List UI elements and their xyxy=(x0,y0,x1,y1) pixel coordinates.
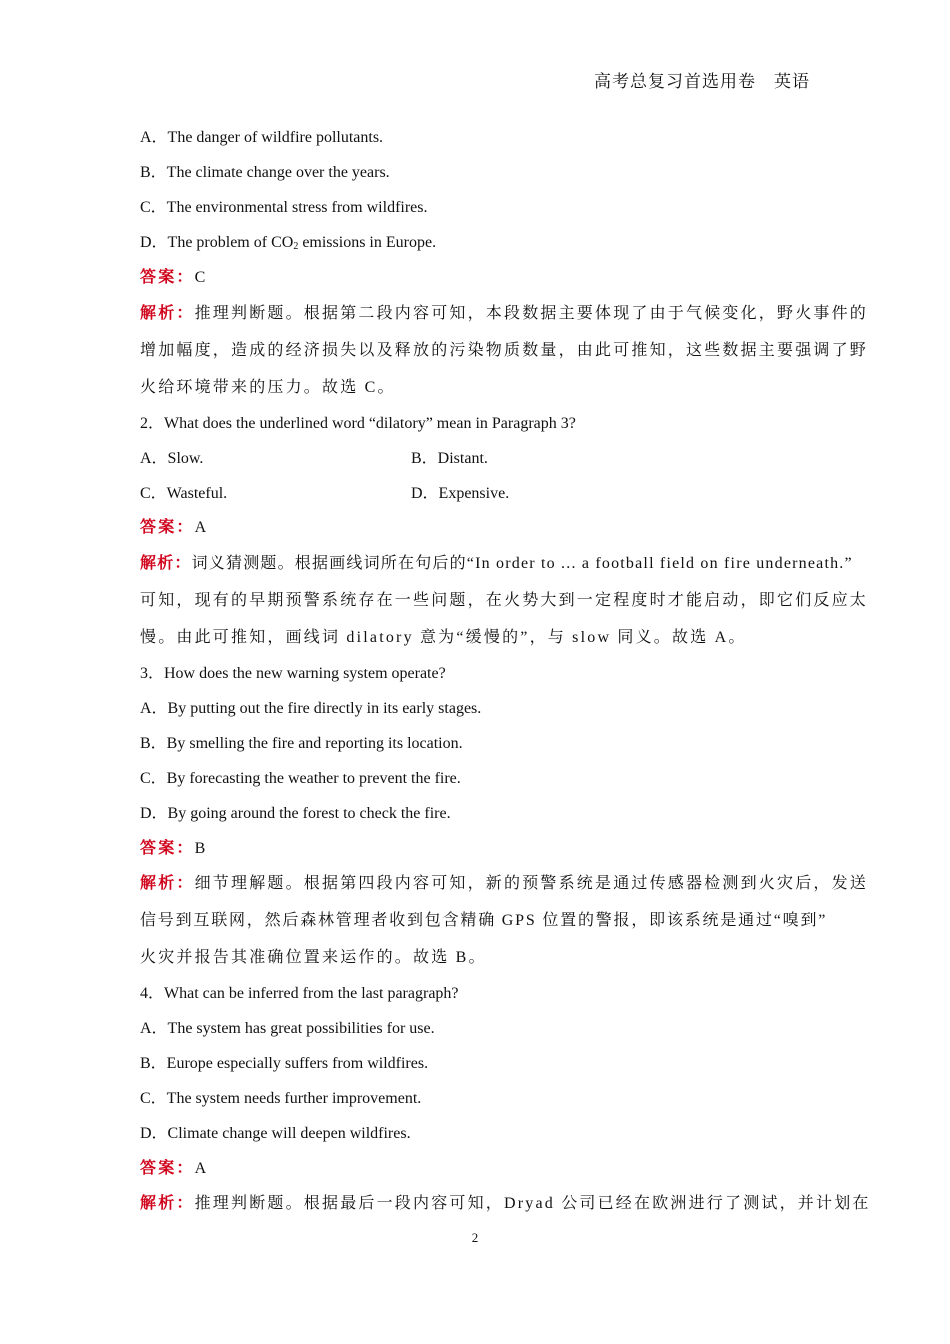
q2-option-a: A．Slow. xyxy=(140,450,204,467)
page-header: 高考总复习首选用卷 英语 xyxy=(594,72,810,91)
analysis-text: 细节理解题。根据第四段内容可知，新的预警系统是通过传感器检测到火灾后，发送 xyxy=(194,875,869,892)
q1-option-d-prefix: D．The problem of CO xyxy=(140,234,294,251)
q2-analysis-line-3: 慢。由此可推知，画线词 dilatory 意为“缓慢的”，与 slow 同义。故选 A。 xyxy=(140,629,747,646)
analysis-text: 词义猜测题。根据画线词所在句后的“In order to ... a football field on fire underneath.” xyxy=(191,555,853,572)
q1-analysis-line-2: 增加幅度，造成的经济损失以及释放的污染物质数量，由此可推知，这些数据主要强调了野 xyxy=(140,342,869,359)
q2-analysis-line-2: 可知，现有的早期预警系统存在一些问题，在火势大到一定程度时才能启动，即它们反应太 xyxy=(140,592,869,609)
q1-answer xyxy=(140,267,205,289)
q3-question: 3．How does the new warning system operate? xyxy=(140,665,446,682)
q1-option-d-suffix: emissions in Europe. xyxy=(298,234,437,251)
answer-value: C xyxy=(194,269,206,286)
q2-option-b: B．Distant. xyxy=(411,450,488,467)
q4-option-c: C．The system needs further improvement. xyxy=(140,1090,422,1107)
answer-value: A xyxy=(194,519,207,536)
analysis-label: 解析： xyxy=(140,305,195,322)
q3-analysis-line-1 xyxy=(140,873,868,895)
q3-analysis-line-2: 信号到互联网，然后森林管理者收到包含精确 GPS 位置的警报，即该系统是通过“嗅到” xyxy=(140,912,828,929)
q1-analysis-line-1 xyxy=(140,303,868,325)
q1-option-a: A．The danger of wildfire pollutants. xyxy=(140,129,384,146)
q1-option-d-subscript: 2 xyxy=(293,241,299,252)
q3-analysis-line-3: 火灾并报告其准确位置来运作的。故选 B。 xyxy=(140,949,487,966)
answer-value: B xyxy=(194,840,206,857)
q3-option-b: B．By smelling the fire and reporting its location. xyxy=(140,735,463,752)
q1-analysis-line-3: 火给环境带来的压力。故选 C。 xyxy=(140,379,396,396)
analysis-label: 解析： xyxy=(140,555,192,572)
q3-option-a: A．By putting out the fire directly in its early stages. xyxy=(140,700,482,717)
answer-label: 答案： xyxy=(140,840,195,857)
q4-question: 4．What can be inferred from the last paragraph? xyxy=(140,985,459,1002)
answer-value: A xyxy=(194,1160,207,1177)
analysis-label: 解析： xyxy=(140,1195,195,1212)
q2-option-d: D．Expensive. xyxy=(411,485,510,502)
q2-question: 2．What does the underlined word “dilatory” mean in Paragraph 3? xyxy=(140,415,576,432)
q2-option-c: C．Wasteful. xyxy=(140,485,228,502)
q2-answer xyxy=(140,517,206,539)
page-number: 2 xyxy=(471,1230,479,1245)
answer-label: 答案： xyxy=(140,519,195,536)
q1-option-b: B．The climate change over the years. xyxy=(140,164,390,181)
q3-option-d: D．By going around the forest to check the fire. xyxy=(140,805,451,822)
q4-option-d: D．Climate change will deepen wildfires. xyxy=(140,1125,411,1142)
q3-answer xyxy=(140,838,205,860)
q4-analysis-line-1 xyxy=(140,1193,871,1215)
q3-option-c: C．By forecasting the weather to prevent the fire. xyxy=(140,770,461,787)
q4-option-a: A．The system has great possibilities for use. xyxy=(140,1020,435,1037)
answer-label: 答案： xyxy=(140,1160,195,1177)
analysis-text: 推理判断题。根据第二段内容可知，本段数据主要体现了由于气候变化，野火事件的 xyxy=(194,305,869,322)
answer-label: 答案： xyxy=(140,269,195,286)
q4-answer xyxy=(140,1158,206,1180)
analysis-label: 解析： xyxy=(140,875,195,892)
q1-option-c: C．The environmental stress from wildfires. xyxy=(140,199,428,216)
q2-analysis-line-1 xyxy=(140,553,853,575)
q4-option-b: B．Europe especially suffers from wildfires. xyxy=(140,1055,429,1072)
analysis-text: 推理判断题。根据最后一段内容可知，Dryad 公司已经在欧洲进行了测试，并计划在 xyxy=(194,1195,871,1212)
q1-option-d xyxy=(140,232,436,258)
